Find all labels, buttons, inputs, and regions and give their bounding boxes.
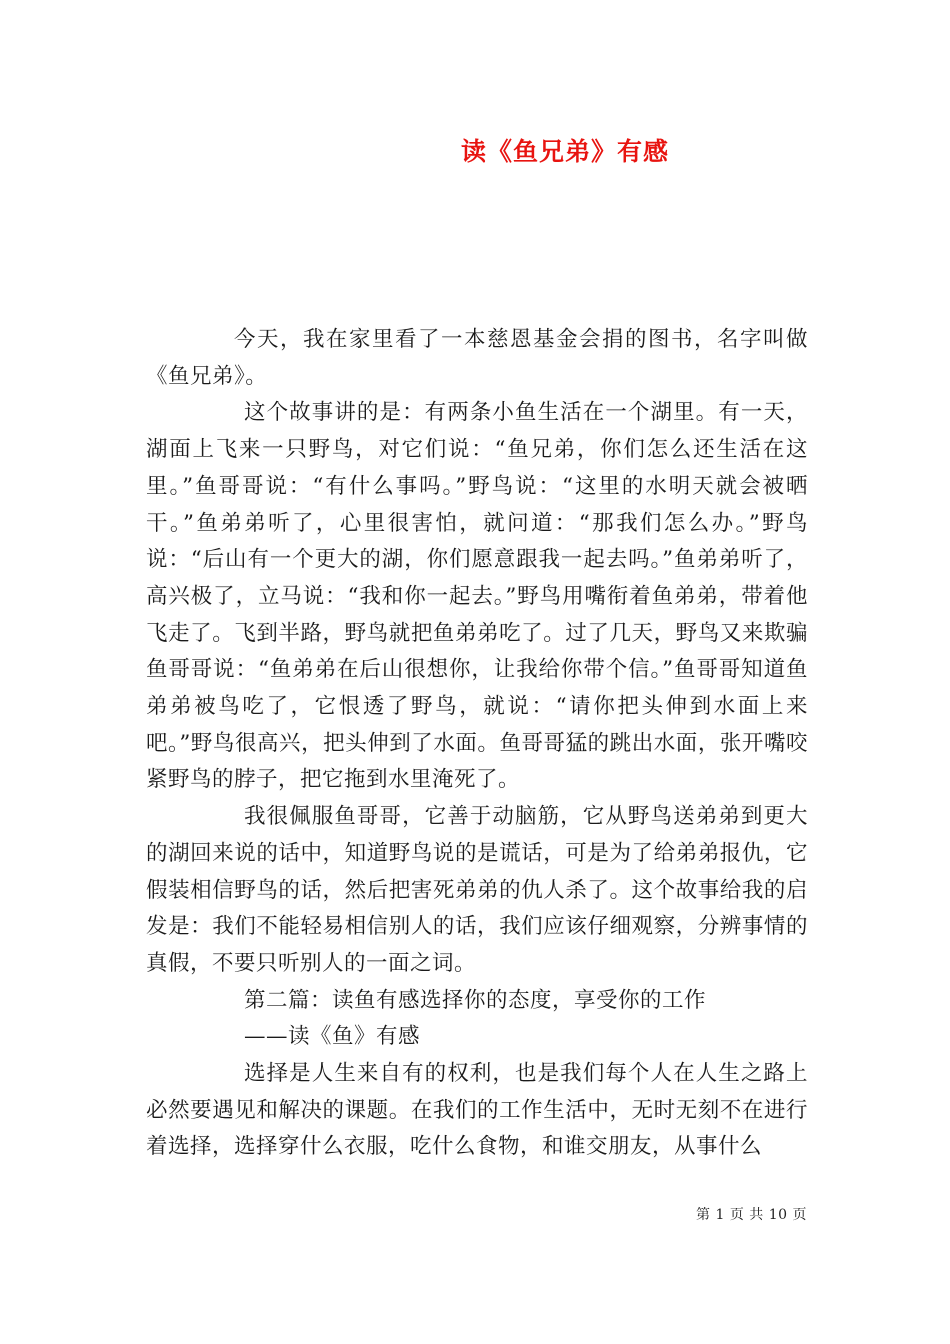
- paragraph-second-article: 选择是人生来自有的权利，也是我们每个人在人生之路上必然要遇见和解决的课题。在我们的工作生活中，无时无刻不在进行着选择，选择穿什么衣服，吃什么食物，和谁交朋友，从事什么: [146, 1061, 808, 1160]
- second-article-heading: 第二篇：读鱼有感选择你的态度，享受你的工作: [244, 987, 707, 1013]
- paragraph-reflection: 我很佩服鱼哥哥，它善于动脑筋，它从野鸟送弟弟到更大的湖回来说的话中，知道野鸟说的是谎话，可是为了给弟弟报仇，它假装相信野鸟的话，然后把害死弟弟的仇人杀了。这个故事给我的启发是：我们不能轻易相信别人的话，我们应该仔细观察，分辨事情的真假，不要只听别人的一面之词。: [146, 804, 808, 976]
- page-number: 第 1 页 共 10 页: [696, 1207, 807, 1223]
- document-body: [146, 322, 808, 1166]
- paragraph-intro: 今天，我在家里看了一本慈恩基金会捐的图书，名字叫做《鱼兄弟》。: [146, 327, 808, 389]
- document-title: 读《鱼兄弟》有感: [460, 137, 669, 166]
- second-article-subtitle: ——读《鱼》有感: [244, 1024, 421, 1050]
- paragraph-story: 这个故事讲的是：有两条小鱼生活在一个湖里。有一天，湖面上飞来一只野鸟，对它们说：“鱼兄弟，你们怎么还生活在这里。”鱼哥哥说：“有什么事吗。”野鸟说：“这里的水明天就会被晒干。”鱼弟弟听了，心里很害怕，就问道：“那我们怎么办。”野鸟说：“后山有一个更大的湖，你们愿意跟我一起去吗。”鱼弟弟听了，高兴极了，立马说：“我和你一起去。”野鸟用嘴衔着鱼弟弟，带着他飞走了。飞到半路，野鸟就把鱼弟弟吃了。过了几天，野鸟又来欺骗鱼哥哥说：“鱼弟弟在后山很想你，让我给你带个信。”鱼哥哥知道鱼弟弟被鸟吃了，它恨透了野鸟，就说：“请你把头伸到水面上来吧。”野鸟很高兴，把头伸到了水面。鱼哥哥猛的跳出水面，张开嘴咬紧野鸟的脖子，把它拖到水里淹死了。: [146, 400, 808, 793]
